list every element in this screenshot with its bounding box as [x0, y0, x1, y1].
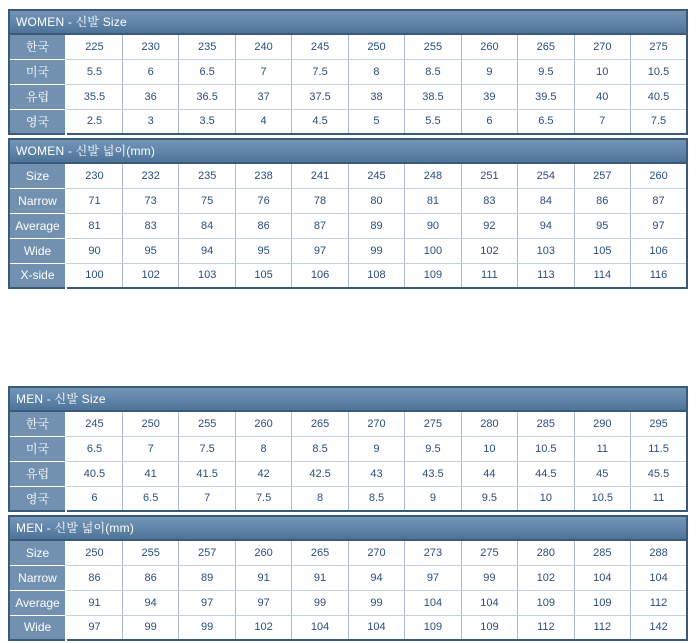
value-cell: 99	[179, 615, 235, 640]
value-cell: 8.5	[348, 486, 404, 511]
value-cell: 104	[348, 615, 404, 640]
value-cell: 275	[461, 540, 517, 565]
value-cell: 142	[631, 615, 687, 640]
table-title-women-size: WOMEN - 신발 Size	[9, 10, 687, 34]
value-cell: 90	[405, 213, 461, 238]
value-cell: 40.5	[631, 84, 687, 109]
value-cell: 94	[122, 590, 178, 615]
value-cell: 290	[574, 411, 630, 436]
value-cell: 95	[122, 238, 178, 263]
row-label: X-side	[9, 263, 66, 288]
value-cell: 260	[631, 163, 687, 188]
value-cell: 41.5	[179, 461, 235, 486]
value-cell: 73	[122, 188, 178, 213]
value-cell: 109	[461, 615, 517, 640]
value-cell: 10.5	[518, 436, 574, 461]
value-cell: 230	[122, 34, 178, 59]
value-cell: 9.5	[405, 436, 461, 461]
value-cell: 86	[122, 565, 178, 590]
row-label: 한국	[9, 411, 66, 436]
value-cell: 109	[518, 590, 574, 615]
value-cell: 97	[631, 213, 687, 238]
value-cell: 112	[518, 615, 574, 640]
value-cell: 255	[179, 411, 235, 436]
value-cell: 99	[292, 590, 348, 615]
value-cell: 245	[348, 163, 404, 188]
table-row	[9, 565, 687, 590]
table-men-width	[8, 515, 688, 641]
value-cell: 81	[66, 213, 122, 238]
row-label: 한국	[9, 34, 66, 59]
value-cell: 8	[235, 436, 291, 461]
table-row	[9, 188, 687, 213]
value-cell: 10	[574, 59, 630, 84]
row-label: Wide	[9, 615, 66, 640]
value-cell: 4.5	[292, 109, 348, 134]
value-cell: 104	[631, 565, 687, 590]
value-cell: 81	[405, 188, 461, 213]
value-cell: 91	[66, 590, 122, 615]
value-cell: 100	[66, 263, 122, 288]
value-cell: 11	[631, 486, 687, 511]
value-cell: 273	[405, 540, 461, 565]
value-cell: 270	[348, 411, 404, 436]
value-cell: 99	[348, 238, 404, 263]
table-row	[9, 486, 687, 511]
value-cell: 7	[574, 109, 630, 134]
table-row	[9, 461, 687, 486]
value-cell: 7	[122, 436, 178, 461]
value-cell: 240	[235, 34, 291, 59]
value-cell: 97	[292, 238, 348, 263]
value-cell: 112	[631, 590, 687, 615]
value-cell: 78	[292, 188, 348, 213]
value-cell: 97	[235, 590, 291, 615]
value-cell: 10.5	[574, 486, 630, 511]
value-cell: 7.5	[235, 486, 291, 511]
value-cell: 99	[461, 565, 517, 590]
value-cell: 75	[179, 188, 235, 213]
row-label: Average	[9, 213, 66, 238]
value-cell: 116	[631, 263, 687, 288]
value-cell: 104	[405, 590, 461, 615]
value-cell: 6.5	[179, 59, 235, 84]
value-cell: 11.5	[631, 436, 687, 461]
row-label: Size	[9, 163, 66, 188]
value-cell: 235	[179, 34, 235, 59]
table-row	[9, 411, 687, 436]
value-cell: 103	[518, 238, 574, 263]
value-cell: 5.5	[66, 59, 122, 84]
value-cell: 241	[292, 163, 348, 188]
value-cell: 109	[405, 615, 461, 640]
value-cell: 255	[122, 540, 178, 565]
value-cell: 6.5	[518, 109, 574, 134]
value-cell: 94	[348, 565, 404, 590]
table-title-women-width: WOMEN - 신발 넓이(mm)	[9, 139, 687, 163]
value-cell: 2.5	[66, 109, 122, 134]
value-cell: 260	[235, 411, 291, 436]
value-cell: 9	[461, 59, 517, 84]
value-cell: 245	[292, 34, 348, 59]
table-row	[9, 109, 687, 134]
value-cell: 104	[292, 615, 348, 640]
value-cell: 84	[518, 188, 574, 213]
value-cell: 6	[66, 486, 122, 511]
value-cell: 5	[348, 109, 404, 134]
row-label: 미국	[9, 59, 66, 84]
value-cell: 114	[574, 263, 630, 288]
value-cell: 103	[179, 263, 235, 288]
value-cell: 108	[348, 263, 404, 288]
value-cell: 288	[631, 540, 687, 565]
value-cell: 225	[66, 34, 122, 59]
value-cell: 42	[235, 461, 291, 486]
value-cell: 235	[179, 163, 235, 188]
value-cell: 251	[461, 163, 517, 188]
value-cell: 39	[461, 84, 517, 109]
value-cell: 111	[461, 263, 517, 288]
value-cell: 71	[66, 188, 122, 213]
value-cell: 8	[292, 486, 348, 511]
value-cell: 112	[574, 615, 630, 640]
value-cell: 113	[518, 263, 574, 288]
value-cell: 94	[518, 213, 574, 238]
value-cell: 275	[405, 411, 461, 436]
value-cell: 91	[292, 565, 348, 590]
value-cell: 84	[179, 213, 235, 238]
value-cell: 42.5	[292, 461, 348, 486]
value-cell: 83	[122, 213, 178, 238]
row-label: Wide	[9, 238, 66, 263]
value-cell: 10	[461, 436, 517, 461]
table-row	[9, 238, 687, 263]
value-cell: 280	[518, 540, 574, 565]
value-cell: 265	[292, 411, 348, 436]
value-cell: 76	[235, 188, 291, 213]
value-cell: 8	[348, 59, 404, 84]
value-cell: 89	[179, 565, 235, 590]
value-cell: 4	[235, 109, 291, 134]
row-label: 영국	[9, 486, 66, 511]
value-cell: 255	[405, 34, 461, 59]
value-cell: 102	[122, 263, 178, 288]
value-cell: 37	[235, 84, 291, 109]
value-cell: 11	[574, 436, 630, 461]
value-cell: 250	[66, 540, 122, 565]
value-cell: 7	[179, 486, 235, 511]
value-cell: 3.5	[179, 109, 235, 134]
value-cell: 250	[348, 34, 404, 59]
value-cell: 102	[518, 565, 574, 590]
value-cell: 87	[631, 188, 687, 213]
value-cell: 87	[292, 213, 348, 238]
row-label: 미국	[9, 436, 66, 461]
value-cell: 265	[292, 540, 348, 565]
table-title-men-size: MEN - 신발 Size	[9, 387, 687, 411]
value-cell: 102	[461, 238, 517, 263]
value-cell: 100	[405, 238, 461, 263]
value-cell: 109	[405, 263, 461, 288]
value-cell: 86	[574, 188, 630, 213]
table-row	[9, 34, 687, 59]
value-cell: 38.5	[405, 84, 461, 109]
value-cell: 9	[405, 486, 461, 511]
value-cell: 5.5	[405, 109, 461, 134]
value-cell: 270	[574, 34, 630, 59]
value-cell: 285	[518, 411, 574, 436]
value-cell: 80	[348, 188, 404, 213]
value-cell: 104	[461, 590, 517, 615]
table-men-size	[8, 386, 688, 512]
value-cell: 245	[66, 411, 122, 436]
value-cell: 37.5	[292, 84, 348, 109]
table-row	[9, 590, 687, 615]
value-cell: 3	[122, 109, 178, 134]
row-label: Average	[9, 590, 66, 615]
table-women-width	[8, 138, 688, 289]
value-cell: 238	[235, 163, 291, 188]
value-cell: 6.5	[122, 486, 178, 511]
value-cell: 41	[122, 461, 178, 486]
value-cell: 7.5	[292, 59, 348, 84]
value-cell: 83	[461, 188, 517, 213]
value-cell: 91	[235, 565, 291, 590]
table-row	[9, 263, 687, 288]
value-cell: 40	[574, 84, 630, 109]
table-row	[9, 436, 687, 461]
value-cell: 295	[631, 411, 687, 436]
row-label: Size	[9, 540, 66, 565]
value-cell: 8.5	[292, 436, 348, 461]
value-cell: 105	[574, 238, 630, 263]
table-row	[9, 84, 687, 109]
value-cell: 9.5	[461, 486, 517, 511]
value-cell: 257	[179, 540, 235, 565]
value-cell: 36.5	[179, 84, 235, 109]
value-cell: 39.5	[518, 84, 574, 109]
value-cell: 44	[461, 461, 517, 486]
value-cell: 7.5	[631, 109, 687, 134]
value-cell: 285	[574, 540, 630, 565]
value-cell: 105	[235, 263, 291, 288]
table-row	[9, 615, 687, 640]
value-cell: 99	[348, 590, 404, 615]
value-cell: 6	[461, 109, 517, 134]
table-row	[9, 213, 687, 238]
value-cell: 89	[348, 213, 404, 238]
row-label: 유럽	[9, 461, 66, 486]
value-cell: 40.5	[66, 461, 122, 486]
value-cell: 6	[122, 59, 178, 84]
value-cell: 106	[631, 238, 687, 263]
value-cell: 36	[122, 84, 178, 109]
value-cell: 97	[405, 565, 461, 590]
value-cell: 10	[518, 486, 574, 511]
value-cell: 104	[574, 565, 630, 590]
value-cell: 9	[348, 436, 404, 461]
value-cell: 95	[235, 238, 291, 263]
value-cell: 102	[235, 615, 291, 640]
row-label: 유럽	[9, 84, 66, 109]
table-row	[9, 163, 687, 188]
value-cell: 97	[66, 615, 122, 640]
value-cell: 99	[122, 615, 178, 640]
value-cell: 44.5	[518, 461, 574, 486]
value-cell: 6.5	[66, 436, 122, 461]
value-cell: 7	[235, 59, 291, 84]
value-cell: 270	[348, 540, 404, 565]
value-cell: 260	[461, 34, 517, 59]
value-cell: 232	[122, 163, 178, 188]
value-cell: 280	[461, 411, 517, 436]
value-cell: 250	[122, 411, 178, 436]
value-cell: 265	[518, 34, 574, 59]
row-label: 영국	[9, 109, 66, 134]
table-row	[9, 540, 687, 565]
value-cell: 260	[235, 540, 291, 565]
value-cell: 7.5	[179, 436, 235, 461]
value-cell: 94	[179, 238, 235, 263]
value-cell: 97	[179, 590, 235, 615]
value-cell: 106	[292, 263, 348, 288]
value-cell: 45.5	[631, 461, 687, 486]
value-cell: 248	[405, 163, 461, 188]
row-label: Narrow	[9, 565, 66, 590]
row-label: Narrow	[9, 188, 66, 213]
value-cell: 86	[66, 565, 122, 590]
value-cell: 9.5	[518, 59, 574, 84]
table-women-size	[8, 9, 688, 135]
value-cell: 35.5	[66, 84, 122, 109]
value-cell: 230	[66, 163, 122, 188]
value-cell: 43.5	[405, 461, 461, 486]
value-cell: 45	[574, 461, 630, 486]
value-cell: 95	[574, 213, 630, 238]
value-cell: 92	[461, 213, 517, 238]
value-cell: 86	[235, 213, 291, 238]
table-title-men-width: MEN - 신발 넓이(mm)	[9, 516, 687, 540]
value-cell: 10.5	[631, 59, 687, 84]
value-cell: 43	[348, 461, 404, 486]
value-cell: 257	[574, 163, 630, 188]
value-cell: 109	[574, 590, 630, 615]
value-cell: 254	[518, 163, 574, 188]
table-row	[9, 59, 687, 84]
value-cell: 8.5	[405, 59, 461, 84]
value-cell: 38	[348, 84, 404, 109]
value-cell: 90	[66, 238, 122, 263]
value-cell: 275	[631, 34, 687, 59]
